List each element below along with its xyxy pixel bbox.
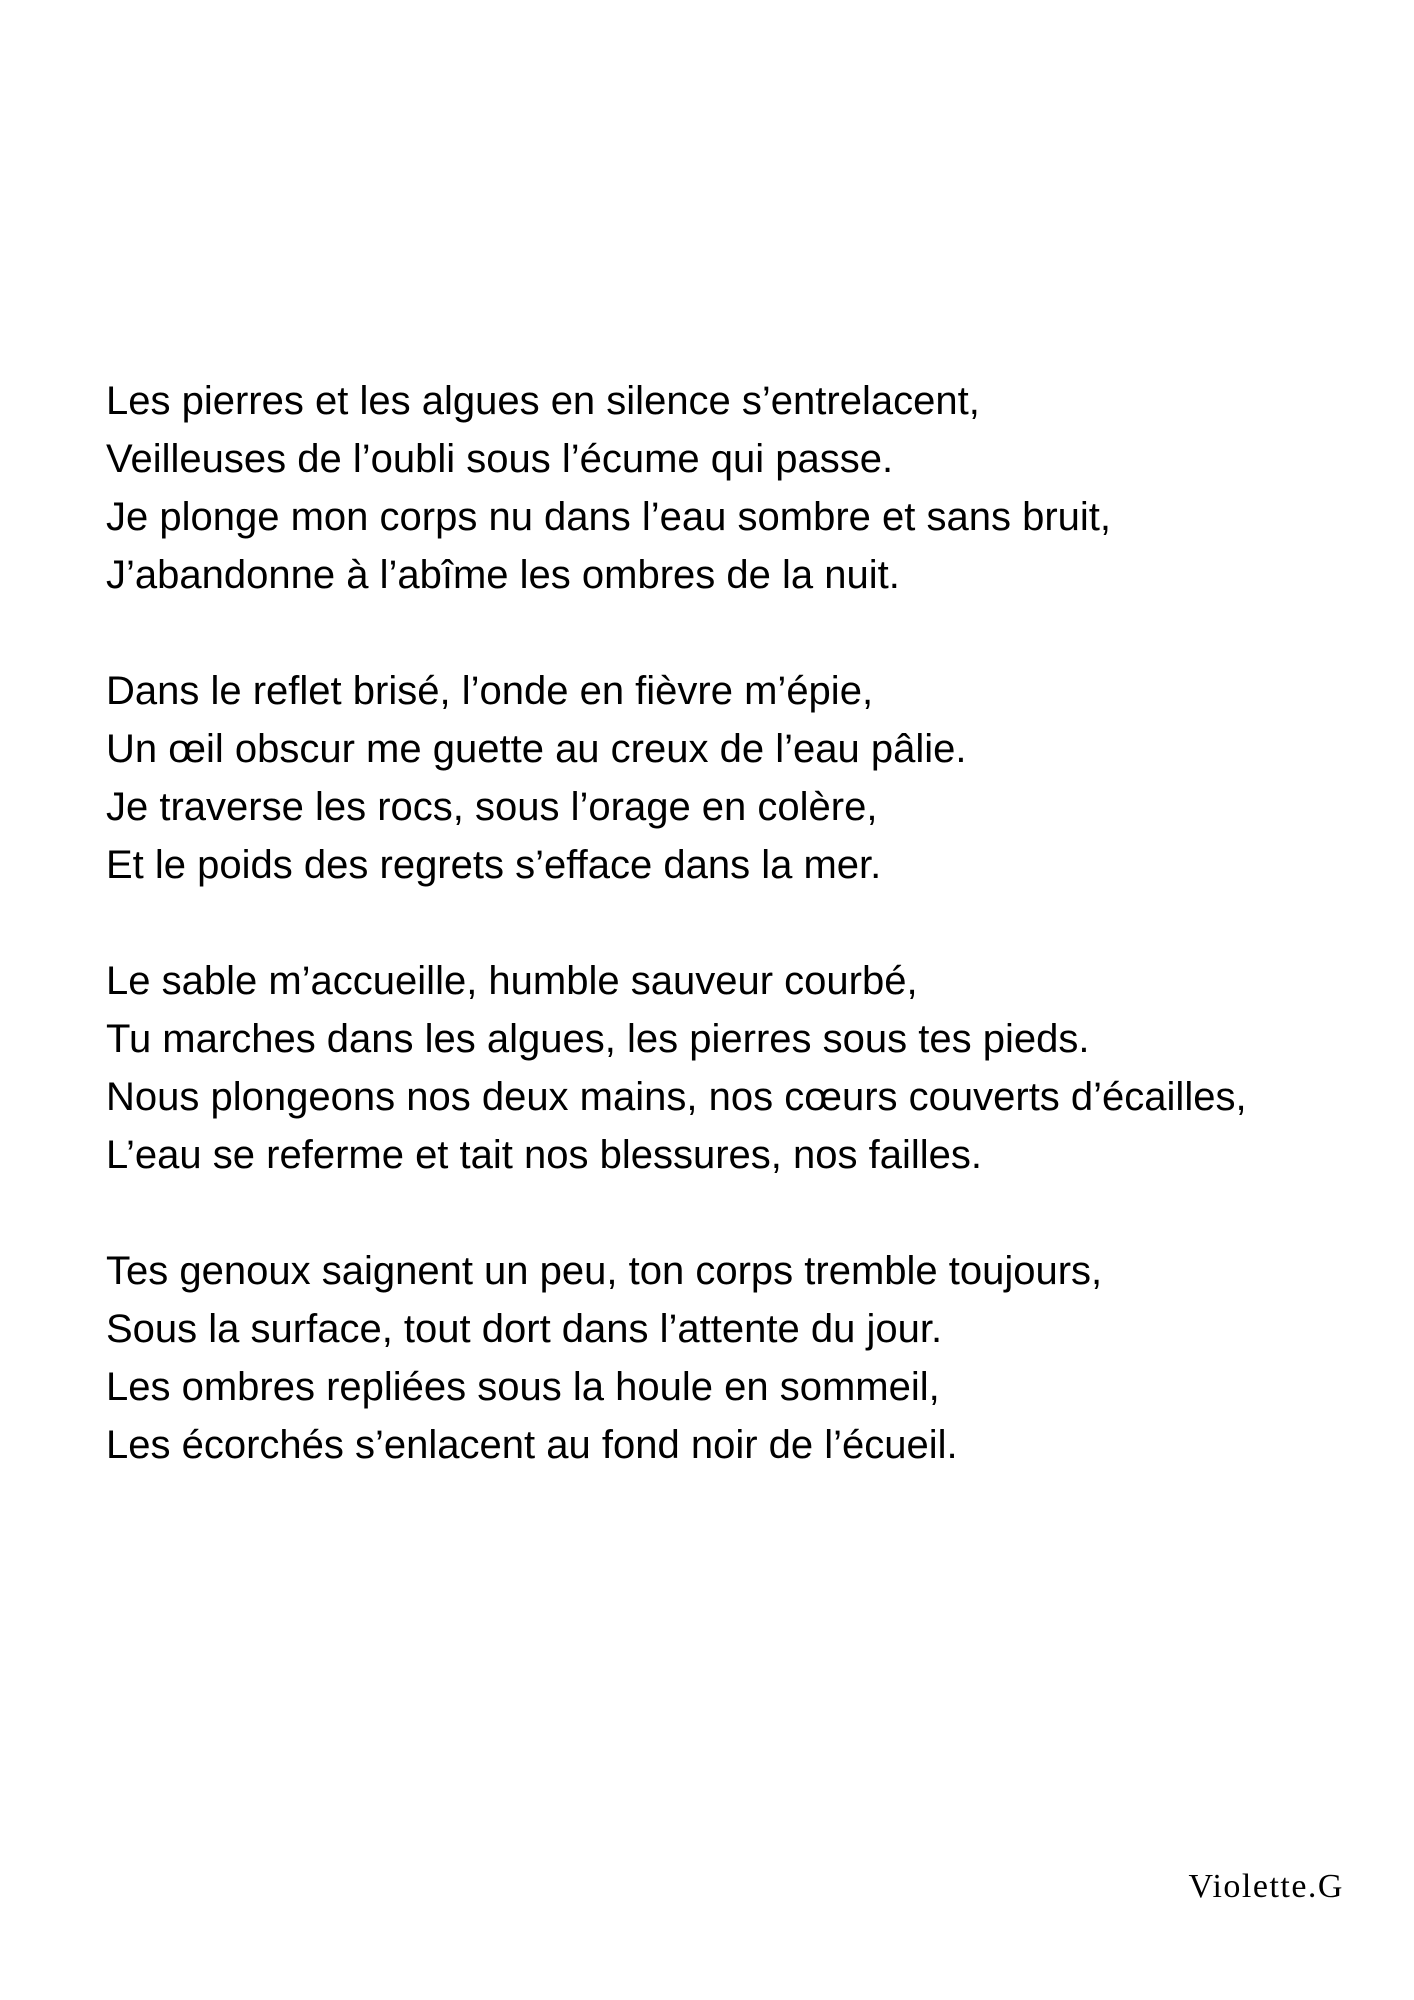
verse-line: Et le poids des regrets s’efface dans la mer. — [106, 843, 882, 887]
verse-line: Un œil obscur me guette au creux de l’eau pâlie. — [106, 727, 967, 771]
verse-line: Sous la surface, tout dort dans l’attente du jour. — [106, 1307, 943, 1351]
verse-line: Je plonge mon corps nu dans l’eau sombre et sans bruit, — [106, 495, 1112, 539]
verse-line: Nous plongeons nos deux mains, nos cœurs couverts d’écailles, — [106, 1075, 1247, 1119]
stanza-4 — [106, 1242, 1346, 1474]
verse-line: Je traverse les rocs, sous l’orage en colère, — [106, 785, 878, 829]
verse-line: Le sable m’accueille, humble sauveur courbé, — [106, 959, 918, 1003]
stanza-2 — [106, 662, 1346, 894]
verse-line: Les écorchés s’enlacent au fond noir de l’écueil. — [106, 1423, 958, 1467]
verse-line: Dans le reflet brisé, l’onde en fièvre m’épie, — [106, 669, 874, 713]
poem-body — [106, 372, 1346, 1474]
verse-line: Tes genoux saignent un peu, ton corps tremble toujours, — [106, 1249, 1103, 1293]
verse-line: Les pierres et les algues en silence s’entrelacent, — [106, 379, 980, 423]
author-signature: Violette.G — [1188, 1868, 1344, 1905]
verse-line: Veilleuses de l’oubli sous l’écume qui passe. — [106, 437, 894, 481]
verse-line: Les ombres repliées sous la houle en sommeil, — [106, 1365, 940, 1409]
verse-line: L’eau se referme et tait nos blessures, nos failles. — [106, 1133, 983, 1177]
verse-line: J’abandonne à l’abîme les ombres de la nuit. — [106, 553, 900, 597]
stanza-3 — [106, 952, 1346, 1184]
stanza-1 — [106, 372, 1346, 604]
verse-line: Tu marches dans les algues, les pierres sous tes pieds. — [106, 1017, 1090, 1061]
